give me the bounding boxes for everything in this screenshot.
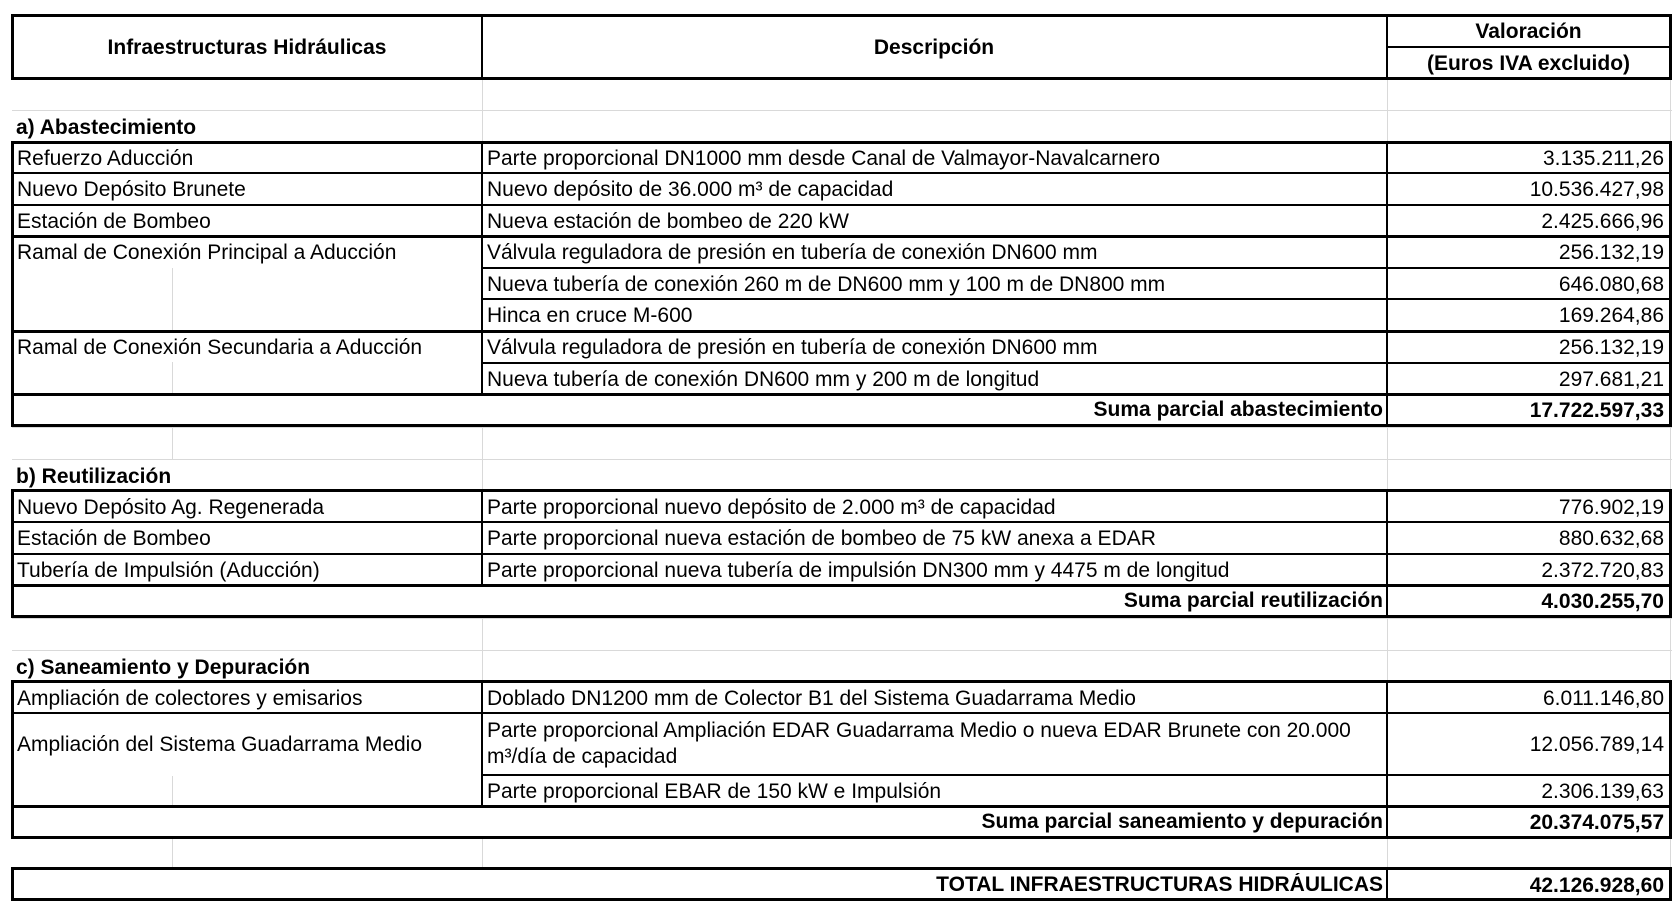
- value-cell: 3.135.211,26: [1542, 147, 1664, 170]
- border: [11, 615, 1672, 618]
- border: [1387, 46, 1672, 48]
- gridline: [12, 459, 1672, 460]
- border: [11, 489, 14, 618]
- border: [11, 393, 1672, 396]
- desc-cell: Parte proporcional nuevo depósito de 2.000 m³ de capacidad: [487, 496, 1056, 519]
- gridline: [12, 427, 1672, 428]
- border: [481, 680, 483, 806]
- value-cell: 297.681,21: [1558, 368, 1664, 391]
- border: [11, 204, 1672, 206]
- gridline: [12, 110, 1672, 111]
- desc-cell: Nuevo depósito de 36.000 m³ de capacidad: [487, 178, 894, 201]
- desc-cell: Válvula reguladora de presión en tubería de conexión DN600 mm: [487, 241, 1098, 264]
- border: [1386, 14, 1388, 80]
- border: [1386, 489, 1388, 618]
- gridline: [172, 836, 173, 868]
- border: [1669, 489, 1672, 618]
- desc-cell: Parte proporcional DN1000 mm desde Canal de Valmayor-Navalcarnero: [487, 147, 1161, 170]
- desc-cell: Parte proporcional nueva estación de bombeo de 75 kW anexa a EDAR: [487, 527, 1156, 550]
- desc-cell: Nueva estación de bombeo de 220 kW: [487, 210, 849, 233]
- border: [481, 267, 1672, 269]
- border: [11, 867, 1672, 870]
- border: [11, 712, 1672, 714]
- header-descripcion: Descripción: [873, 36, 995, 59]
- subtotal-value: 4.030.255,70: [1541, 590, 1664, 613]
- infra-cell: Nuevo Depósito Brunete: [17, 178, 246, 201]
- subtotal-label: Suma parcial saneamiento y depuración: [981, 810, 1383, 833]
- border: [1669, 680, 1672, 839]
- value-cell: 2.306.139,63: [1541, 780, 1664, 803]
- gridline: [172, 268, 173, 298]
- value-cell: 6.011.146,80: [1542, 687, 1664, 710]
- border: [481, 774, 1672, 776]
- border: [481, 141, 483, 394]
- border: [481, 298, 1672, 300]
- border: [11, 521, 1672, 523]
- infra-cell: Ampliación de colectores y emisarios: [17, 687, 363, 710]
- desc-cell: Parte proporcional Ampliación EDAR Guadarrama Medio o nueva EDAR Brunete con 20.000 m³/día de capacidad: [487, 719, 1351, 768]
- value-cell: 12.056.789,14: [1529, 733, 1664, 756]
- infra-cell: Refuerzo Aducción: [17, 147, 194, 170]
- desc-cell: Doblado DN1200 mm de Colector B1 del Sistema Guadarrama Medio: [487, 687, 1136, 710]
- border: [481, 14, 483, 80]
- gridline: [1387, 618, 1388, 682]
- border: [11, 680, 1672, 683]
- header-valoracion: Valoración: [1475, 20, 1582, 43]
- border: [11, 680, 14, 839]
- infra-cell: Tubería de Impulsión (Aducción): [17, 559, 320, 582]
- border: [11, 424, 1672, 427]
- border: [481, 489, 483, 585]
- desc-cell: Parte proporcional EBAR de 150 kW e Impulsión: [487, 780, 942, 803]
- section-title-saneamiento: c) Saneamiento y Depuración: [16, 656, 311, 679]
- border: [11, 805, 1672, 808]
- value-cell: 10.536.427,98: [1529, 178, 1664, 201]
- infra-cell: Estación de Bombeo: [17, 210, 211, 233]
- section-title-abastecimiento: a) Abastecimiento: [16, 116, 197, 139]
- value-cell: 776.902,19: [1558, 496, 1664, 519]
- desc-cell: Nueva tubería de conexión 260 m de DN600 mm y 100 m de DN800 mm: [487, 273, 1166, 296]
- infra-cell: Ampliación del Sistema Guadarrama Medio: [17, 733, 423, 756]
- border: [1386, 867, 1388, 901]
- subtotal-value: 17.722.597,33: [1529, 399, 1664, 422]
- gridline: [172, 427, 173, 459]
- gridline: [482, 427, 483, 491]
- header-valoracion-unit: (Euros IVA excluido): [1426, 52, 1631, 75]
- gridline: [172, 776, 173, 808]
- border: [1386, 680, 1388, 839]
- gridline: [12, 618, 1672, 619]
- border: [11, 553, 1672, 555]
- value-cell: 256.132,19: [1558, 241, 1664, 264]
- border: [1386, 141, 1388, 427]
- gridline: [172, 362, 173, 394]
- header-infraestructuras: Infraestructuras Hidráulicas: [107, 36, 387, 59]
- border: [11, 489, 1672, 492]
- desc-cell: Nueva tubería de conexión DN600 mm y 200 m de longitud: [487, 368, 1040, 391]
- border: [11, 235, 1672, 238]
- value-cell: 256.132,19: [1558, 336, 1664, 359]
- border: [11, 330, 1672, 333]
- gridline: [12, 650, 1672, 651]
- border: [11, 141, 1672, 144]
- value-cell: 2.372.720,83: [1541, 559, 1664, 582]
- border: [1669, 867, 1672, 901]
- gridline: [482, 836, 483, 868]
- subtotal-value: 20.374.075,57: [1529, 811, 1664, 834]
- border: [1669, 14, 1672, 80]
- infra-cell: Estación de Bombeo: [17, 527, 211, 550]
- desc-cell: Válvula reguladora de presión en tubería de conexión DN600 mm: [487, 336, 1098, 359]
- total-label: TOTAL INFRAESTRUCTURAS HIDRÁULICAS: [936, 873, 1383, 896]
- infra-cell: Ramal de Conexión Secundaria a Aducción: [17, 336, 423, 359]
- gridline: [482, 618, 483, 682]
- desc-cell: Parte proporcional nueva tubería de impulsión DN300 mm y 4475 m de longitud: [487, 559, 1230, 582]
- value-cell: 2.425.666,96: [1541, 210, 1664, 233]
- border: [11, 584, 1672, 587]
- border: [481, 362, 1672, 364]
- value-cell: 169.264,86: [1558, 304, 1664, 327]
- border: [11, 836, 1672, 839]
- gridline: [1670, 618, 1671, 682]
- border: [11, 77, 1672, 80]
- border: [11, 14, 1672, 17]
- infra-cell: Ramal de Conexión Principal a Aducción: [17, 241, 397, 264]
- subtotal-label: Suma parcial abastecimiento: [1093, 398, 1383, 421]
- subtotal-label: Suma parcial reutilización: [1123, 589, 1383, 612]
- border: [11, 141, 14, 427]
- border: [1669, 141, 1672, 427]
- value-cell: 646.080,68: [1558, 273, 1664, 296]
- gridline: [1387, 427, 1388, 491]
- gridline: [1387, 836, 1388, 868]
- value-cell: 880.632,68: [1558, 527, 1664, 550]
- total-value: 42.126.928,60: [1529, 874, 1664, 897]
- gridline: [1670, 836, 1671, 868]
- border: [11, 172, 1672, 174]
- border: [11, 898, 1672, 901]
- gridline: [172, 298, 173, 330]
- gridline: [1670, 427, 1671, 491]
- infra-cell: Nuevo Depósito Ag. Regenerada: [17, 496, 325, 519]
- section-title-reutilizacion: b) Reutilización: [16, 465, 172, 488]
- border: [11, 867, 14, 901]
- desc-cell: Hinca en cruce M-600: [487, 304, 693, 327]
